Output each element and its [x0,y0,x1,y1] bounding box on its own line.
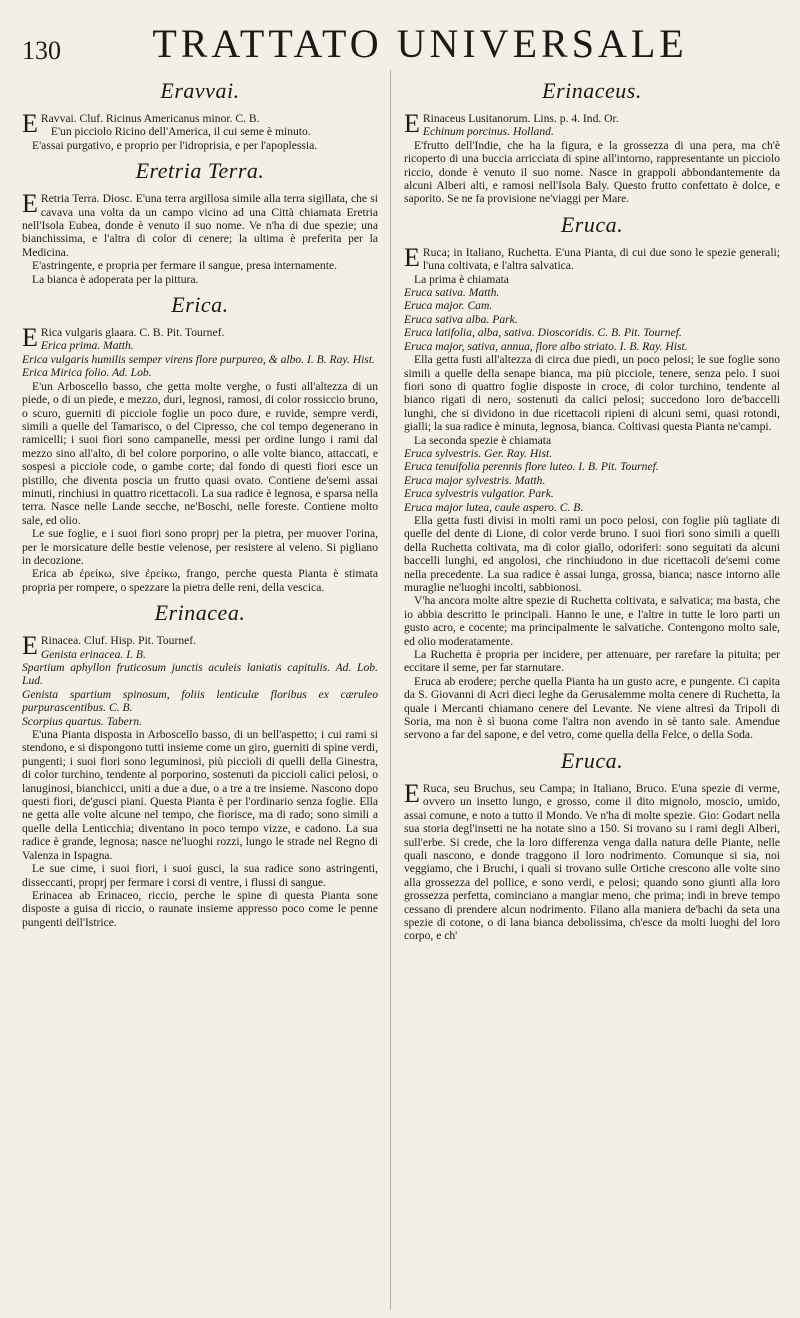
entry-paragraph [22,567,378,594]
paragraph-text: Eruca latifolia, alba, sativa. Dioscoridis. C. B. Pit. Tournef. [404,326,682,340]
drop-cap: E [22,109,38,138]
synonym-reference [22,353,378,366]
paragraph-text: Erica Mirica folio. Ad. Lob. [22,366,152,380]
entry-paragraph [22,139,378,152]
synonym-reference [404,299,780,312]
synonym-reference [404,340,780,353]
paragraph-text: Ella getta fusti all'altezza di circa due piedi, un poco pelosi; le sue foglie sono simili a quelle della senape bianca, ma più picciole, tenere, senza pelo. I suoi fiori sono di quattro foglie disposte in croce, di color turchino, tendente al bianco rigati di nero, sostenuti da calici pelosi; succedono loro de'baccelli lunghi, che si dividono in due ricettacoli ripieni di alcuni semi, quasi rotondi, gialli; la sua radice è minuta, legnosa, bianca. Coltivasi questa Pianta ne'campi. [404,353,780,434]
column-divider [390,70,391,1310]
paragraph-text: Eruca sylvestris vulgatior. Park. [404,487,554,501]
entry-paragraph [22,125,378,138]
paragraph-text: Rinaceus Lusitanorum. Lins. p. 4. Ind. Or. [422,112,619,125]
entry-paragraph [404,434,780,447]
paragraph-text: E'una Pianta disposta in Arboscello basso, di un bell'aspetto; i cui rami si stendono, e si dispongono tutti insieme come un giro, guerniti di spine verdi, pungenti; i suoi fiori sono leguminosi, più piccioli di quelli della Ginestra, di color turchino, tendente al porporino, sostenuti da piccioli calici pelosi, o lanuginosi, bianchicci, uniti a due a due, o a tre a tre insieme. Nascono dopo questi fiori, de'gusci piani. Questa Pianta è per l'ordinario senza foglie. Ella ne getta alle volte alcune nel tempo, che fiorisce, ma di rado; sono simili a quelle della Lenticchia; diventano in poco tempo vizze, e cadono. La sua radice è grande, legnosa; nasce ne'luoghi rozzi, lungo le strade nel Regno di Valenza in Ispagna. [22,728,378,862]
paragraph-text: La prima è chiamata [414,272,509,286]
drop-cap: E [404,109,420,138]
entry-heading: Eretria Terra. [135,158,265,184]
paragraph-text: Ravvai. Cluf. Ricinus Americanus minor. C. B. [40,112,260,125]
synonym-reference [22,366,378,379]
synonym-reference [404,313,780,326]
paragraph-text: Retria Terra. Diosc. E'una terra argillosa simile alla terra sigillata, che si cavava una volta da un campo vicino ad una Città chiamata Eretria nell'Isola Eubea, donde è venuto il suo nome. Ve n'ha di due spezie; una bianchissima, e l'altra di color di cenere; la ultima è preferita per la Medicina. [22,192,378,259]
paragraph-text: Eruca ab erodere; perche quella Pianta ha un gusto acre, e pungente. Ci capita da S. Giovanni di Acri dieci leghe da Gerusalemme molta cenere di Ruchetta, la quale i Mercanti chiamano cenere del Levante. Ne viene altresì da Tripoli di Soria, ma non è sì buona come l'altra non avendo in sè tanto sale. Amendue servono a far del sapone, e del vetro, come quella della Felce, o della Soda. [404,674,780,742]
synonym-reference [22,648,378,661]
paragraph-text: Erica ab ἐρείκω, sive ἐρείκω, frango, perche questa Pianta è stimata propria per rompere, o spezzare la pietra delle reni, della vescica. [22,567,378,594]
synonym-reference [22,715,378,728]
paragraph-text: Spartium aphyllon fruticosum junctis aculeis laniatis capitulis. Ad. Lob. Lud. [22,661,378,688]
left-column [22,72,378,929]
synonym-reference [22,688,378,715]
paragraph-text: E'assai purgativo, e proprio per l'idroprisia, e per l'apoplessia. [32,138,318,152]
paragraph-text: V'ha ancora molte altre spezie di Ruchetta coltivata, e salvatica; ma basta, che io abbia descritto le principali. Hanno le une, e l'altre in tutte le loro parti un gusto acro, e cocente; ma principalmente le salvatiche. Contengono molto sale, ed olio moderatamente. [404,594,780,648]
entry-heading: Erica. [171,292,229,318]
paragraph-text: Le sue foglie, e i suoi fiori sono proprj per la pietra, per muover l'orina, per le morsicature delle bestie velenose, per resistere al veleno. Si pigliano in decozione. [22,527,378,567]
paragraph-text: E'frutto dell'Indie, che ha la figura, e la grossezza di una pera, ma ch'è ricoperto di una buccia arricciata di spine all'intorno, rappresentante un picciolo riccio, donde è venuto il suo nome. Nasce in grappoli abbondantemente da alcuni Alberi alti, e ramosi nell'Isola Baly. Questo frutto confettato è dolce, e saporito. Se ne fa provisione ne'viaggi per Mare. [404,138,780,206]
entry-paragraph [22,527,378,567]
paragraph-text: Eruca major sylvestris. Matth. [404,473,546,487]
paragraph-text: E'un picciolo Ricino dell'America, il cui seme è minuto. [50,125,311,139]
paragraph-text: Genista spartium spinosum, foliis lenticulæ floribus ex cæruleo purpurascentibus. C. B. [22,687,378,715]
entry-paragraph [22,728,378,862]
paragraph-text: E'un Arboscello basso, che getta molte verghe, o fusti all'altezza di un piede, o di un piede, e mezzo, duri, legnosi, ramosi, di color rossiccio bruno, o scuro, guerniti di picciole foglie un poco dure, e ruvide, sempre verdi, simili a quelle del Tamarisco, o del Cipresso, che col tempo degenerano in ramicelli; i suoi fiori sono campanelle, messi per ordine lungo i rami dal mezzo sino all'alto, di bel colore porporino, o alle volte bianco, attaccati, e sospesi a picciole code, o gambe corte; dal fondo di questi fiori esce un pistillo, che diventa poscia un frutto quasi ovato. Contiene de'semi assai minuti, rinchiusi in quattro ricettacoli. La sua radice è legnosa, e sparsa nella terra. Nasce nelle Lande secche, ne'Boschi, nelle foreste. Contiene molto sale, ed olio. [22,379,378,527]
paragraph-text: Ruca; in Italiano, Ruchetta. E'una Pianta, di cui due sono le spezie generali; l'una coltivata, e l'altra salvatica. [422,245,780,273]
paragraph-text: Eruca sylvestris. Ger. Ray. Hist. [404,446,553,460]
page-number: 130 [22,36,61,65]
paragraph-text: La Ruchetta è propria per incidere, per attenuare, per rarefare la pituita; per eccitare il seme, per far starnutare. [404,648,780,675]
entry-paragraph [404,273,780,286]
entry-paragraph [404,139,780,206]
entry-paragraph [22,889,378,929]
entry-lead [404,778,780,943]
synonym-reference [22,339,378,352]
synonym-reference [404,326,780,339]
synonym-reference [404,447,780,460]
paragraph-text: E'astringente, e propria per fermare il sangue, presa internamente. [32,259,337,273]
paragraph-text: Le sue cime, i suoi fiori, i suoi gusci, la sua radice sono astringenti, disseccanti, proprj per fermare i corsi di ventre, i flussi di sangue. [22,862,378,889]
paragraph-text: Eruca sativa. Matth. [404,286,500,300]
drop-cap: E [22,631,38,661]
paragraph-text: Ruca, seu Bruchus, seu Campa; in Italiano, Bruco. E'una spezie di verme, ovvero un insetto lungo, e grosso, come il dito mignolo, moscio, umido, assai comune, e noto a tutto il Mondo. Ve n'ha di molte spezie. Gio: Godart nella sua storia degl'insetti ne ha notate sino a 150. Si trovano su i rami degli Alberi, sull'erbe. Si crede, che la loro differenza venga dalla natura delle Piante, nelle quali nascono, e donde traggono il loro nodrimento. Comunque si sia, noi veggiamo, che i Bruchi, i quali si trovano sulle Ortiche crescono alle volte sino alla grossezza del pollice, e sono verdi, e pelosi; quando sono giunti alla loro grossezza perfetta, cominciano a mangiar meno, che prima; indi in breve tempo cessano di prendere alcun nodrimento. Filano alla maniera de'bachi da seta una spezie di cotone, o di lana bianca debolissima, ch'esce da molti luoghi del loro corpo, e ch' [404,781,780,943]
paragraph-text: Genista erinacea. I. B. [40,647,146,661]
entry-paragraph [22,380,378,527]
synonym-reference [404,474,780,487]
paragraph-text: Ella getta fusti divisi in molti rami un poco pelosi, con foglie più tagliate di quelle del dente di Lione, di color verde bruno. I suoi fiori sono simili a quelli della Ruchetta coltivata, ma di color giallo, odoriferi: sono seguitati da alcuni baccelli lunghi, ed angolosi, che rinchiudono in due ricettacoli de'semi come nella precedente. La sua radice è assai lunga, grossa, bianca; nasce intorno alle muraglie ne'luoghi incolti, sabbionosi. [404,513,780,594]
drop-cap: E [22,323,38,353]
entry-lead [404,242,780,273]
synonym-reference [22,661,378,688]
paragraph-text: Eruca major, sativa, annua, flore albo striato. I. B. Ray. Hist. [404,339,688,353]
synonym-reference [404,487,780,500]
paragraph-text: Eruca tenuifolia perennis flore luteo. I. B. Pit. Tournef. [404,460,659,474]
paragraph-text: Rica vulgaris glaara. C. B. Pit. Tournef. [40,326,225,340]
entry-paragraph [404,514,780,594]
entry-heading: Eruca. [560,747,624,773]
paragraph-text: Eruca major lutea, caule aspero. C. B. [404,500,584,514]
paragraph-text: La seconda spezie è chiamata [414,433,552,447]
right-column [404,72,780,943]
synonym-reference [404,501,780,514]
synonym-reference [404,286,780,299]
paragraph-text: Rinacea. Cluf. Hisp. Pit. Tournef. [40,634,197,648]
paragraph-text: Scorpius quartus. Tabern. [22,714,143,728]
entry-paragraph [404,648,780,675]
entry-heading: Eruca. [560,211,624,237]
entry-heading: Erinacea. [154,600,246,626]
drop-cap: E [22,189,38,219]
entry-paragraph [22,259,378,272]
entry-lead [22,189,378,259]
entry-paragraph [404,353,780,433]
paragraph-text: Erica prima. Matth. [40,339,134,353]
paragraph-text: La bianca è adoperata per la pittura. [32,272,199,286]
running-head [20,18,780,68]
paragraph-text: Erinacea ab Erinaceo, riccio, perche le spine di questa Pianta sone disposte a guisa di riccio, o raunate insieme appresso poco come le penne pungenti dell'Istrice. [22,888,378,929]
entry-paragraph [22,862,378,889]
drop-cap: E [404,242,420,272]
running-title: TRATTATO UNIVERSALE [152,21,688,66]
paragraph-text: Echinum porcinus. Holland. [422,125,554,139]
entry-heading: Eravvai. [160,78,240,103]
entry-heading: Erinaceus. [542,78,642,103]
paragraph-text: Erica vulgaris humilis semper virens flore purpureo, & albo. I. B. Ray. Hist. [22,352,375,366]
entry-paragraph [404,675,780,742]
paragraph-text: Eruca major. Cam. [404,299,493,313]
entry-paragraph [22,273,378,286]
entry-paragraph [404,594,780,648]
drop-cap: E [404,778,420,808]
synonym-reference [404,460,780,473]
paragraph-text: Eruca sativa alba. Park. [404,312,518,326]
synonym-reference [404,125,780,138]
